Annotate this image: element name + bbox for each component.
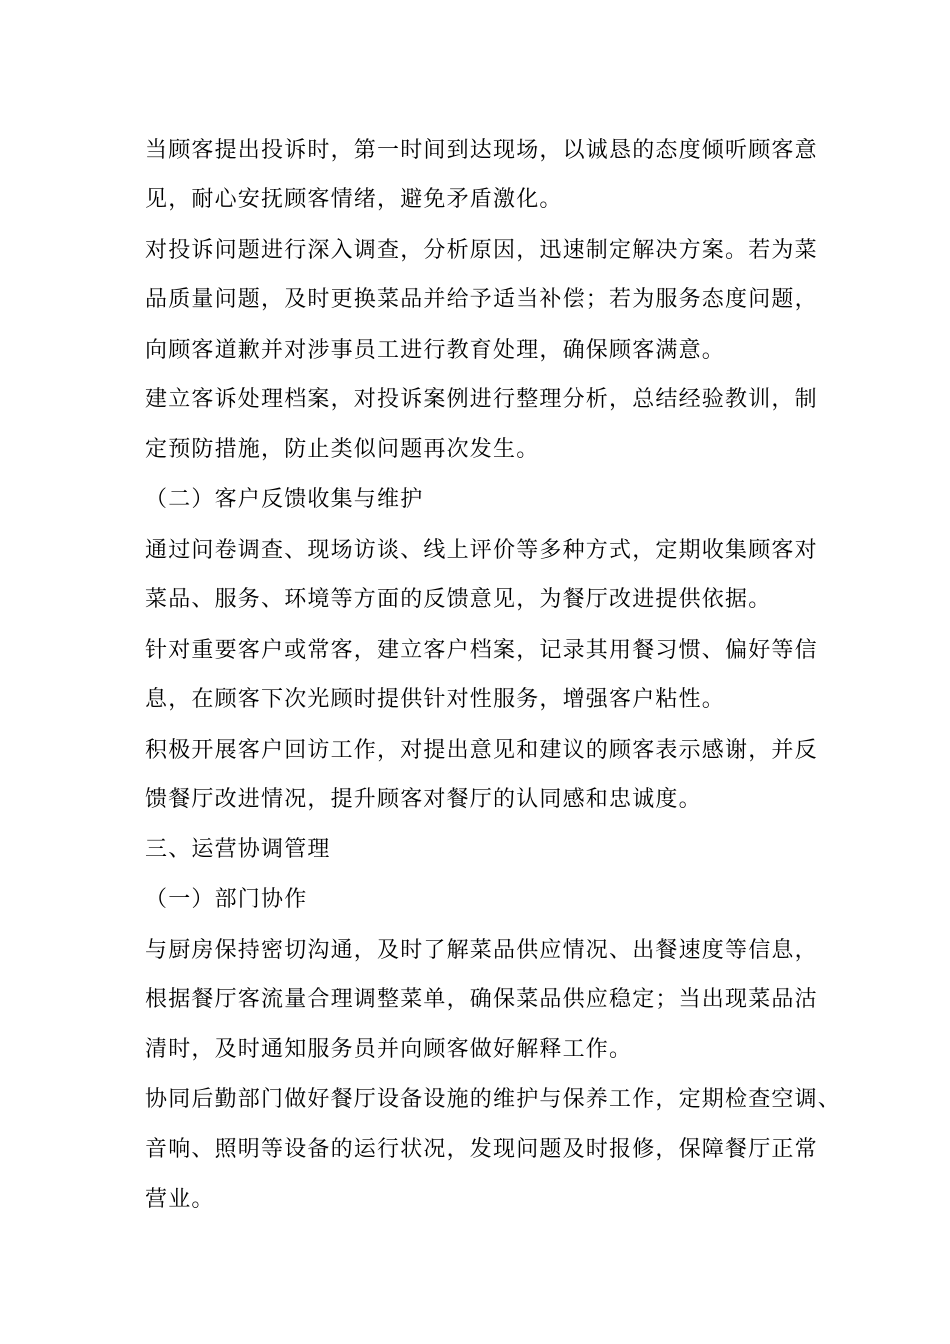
paragraph-line: 营业。 [145, 1187, 215, 1212]
paragraph-line: 对投诉问题进行深入调查，分析原因，迅速制定解决方案。若为菜 [145, 238, 818, 263]
chapter-heading: 三、运营协调管理 [145, 837, 331, 862]
paragraph-line: 清时，及时通知服务员并向顾客做好解释工作。 [145, 1037, 633, 1062]
paragraph-line: 当顾客提出投诉时，第一时间到达现场，以诚恳的态度倾听顾客意 [145, 138, 818, 163]
section-heading: （一）部门协作 [145, 887, 308, 912]
paragraph-line: 见，耐心安抚顾客情绪，避免矛盾激化。 [145, 187, 563, 212]
paragraph-line: 积极开展客户回访工作，对提出意见和建议的顾客表示感谢，并反 [145, 738, 818, 763]
paragraph-line: 品质量问题，及时更换菜品并给予适当补偿；若为服务态度问题， [145, 287, 818, 312]
paragraph-line: 馈餐厅改进情况，提升顾客对餐厅的认同感和忠诚度。 [145, 787, 702, 812]
paragraph-line: 根据餐厅客流量合理调整菜单，确保菜品供应稳定；当出现菜品沽 [145, 987, 818, 1012]
paragraph-line: 通过问卷调查、现场访谈、线上评价等多种方式，定期收集顾客对 [145, 538, 818, 563]
paragraph-line: 向顾客道歉并对涉事员工进行教育处理，确保顾客满意。 [145, 338, 726, 363]
paragraph-line: 定预防措施，防止类似问题再次发生。 [145, 437, 540, 462]
paragraph-line: 针对重要客户或常客，建立客户档案，记录其用餐习惯、偏好等信 [145, 638, 818, 663]
paragraph-line: 建立客诉处理档案，对投诉案例进行整理分析，总结经验教训，制 [145, 387, 818, 412]
paragraph-line: 息，在顾客下次光顾时提供针对性服务，增强客户粘性。 [145, 687, 726, 712]
paragraph-line: 音响、照明等设备的运行状况，发现问题及时报修，保障餐厅正常 [145, 1137, 818, 1162]
section-heading: （二）客户反馈收集与维护 [145, 487, 424, 512]
paragraph-line: 与厨房保持密切沟通，及时了解菜品供应情况、出餐速度等信息， [145, 938, 818, 963]
paragraph-line: 协同后勤部门做好餐厅设备设施的维护与保养工作，定期检查空调、 [145, 1087, 842, 1112]
paragraph-line: 菜品、服务、环境等方面的反馈意见，为餐厅改进提供依据。 [145, 587, 772, 612]
